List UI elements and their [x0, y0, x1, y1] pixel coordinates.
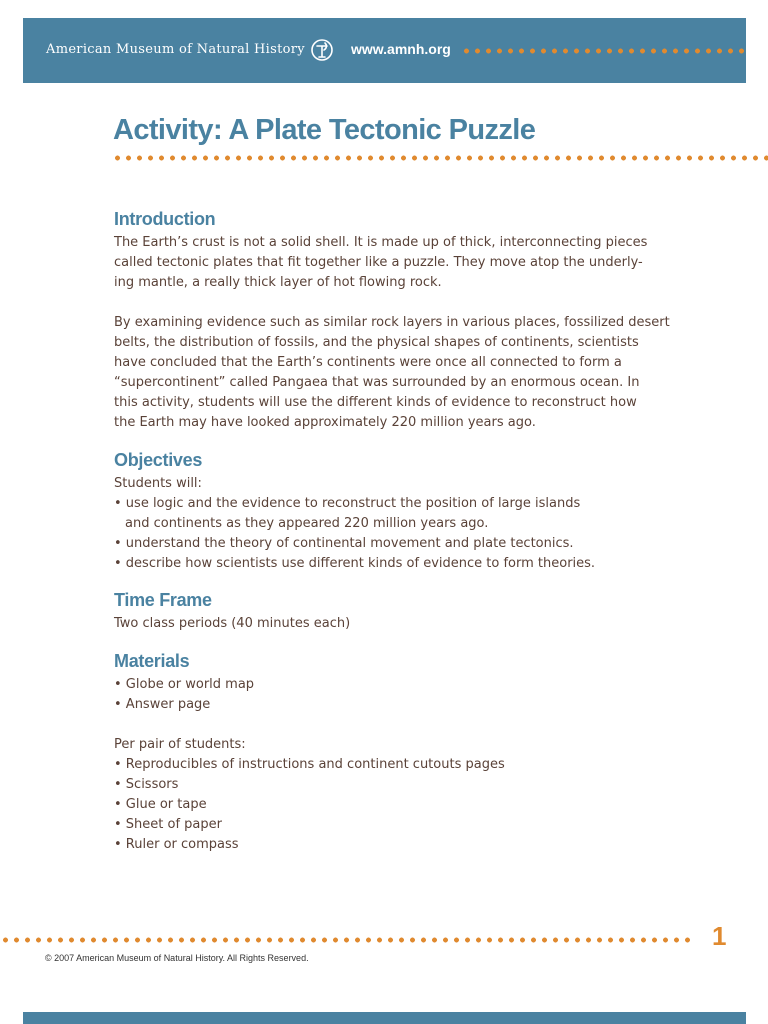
intro-line: The Earth’s crust is not a solid shell. It is made up of thick, interconnecting pieces	[114, 235, 648, 250]
objectives-line: • understand the theory of continental movement and plate tectonics.	[114, 536, 574, 551]
intro-line: this activity, students will use the different kinds of evidence to reconstruct how	[114, 395, 637, 410]
header-bar	[23, 18, 746, 83]
materials-item: • Answer page	[114, 697, 211, 712]
pair-item: • Scissors	[114, 777, 179, 792]
pair-item: • Sheet of paper	[114, 817, 222, 832]
pair-item: • Glue or tape	[114, 797, 207, 812]
website-link[interactable]: www.amnh.org	[351, 41, 451, 57]
intro-line: “supercontinent” called Pangaea that was surrounded by an enormous ocean. In	[114, 375, 640, 390]
title-dot-divider	[112, 155, 768, 161]
footer-bar	[23, 1012, 746, 1024]
intro-line: ing mantle, a really thick layer of hot flowing rock.	[114, 275, 442, 290]
introduction-heading: Introduction	[114, 209, 216, 229]
intro-line: called tectonic plates that fit together like a puzzle. They move atop the underly-	[114, 255, 643, 270]
amnh-logo-icon	[310, 38, 334, 62]
pair-item: • Reproducibles of instructions and continent cutouts pages	[114, 757, 505, 772]
intro-line: have concluded that the Earth’s continents were once all connected to form a	[114, 355, 622, 370]
copyright: © 2007 American Museum of Natural History. All Rights Reserved.	[45, 953, 309, 963]
footer-dot-divider	[0, 937, 690, 943]
page-title: Activity: A Plate Tectonic Puzzle	[113, 114, 536, 146]
intro-line: the Earth may have looked approximately 220 million years ago.	[114, 415, 536, 430]
intro-line: belts, the distribution of fossils, and the physical shapes of continents, scientists	[114, 335, 639, 350]
org-name: American Museum of Natural History	[46, 42, 305, 57]
intro-line: By examining evidence such as similar rock layers in various places, fossilized desert	[114, 315, 670, 330]
objectives-line: • use logic and the evidence to reconstruct the position of large islands	[114, 496, 581, 511]
pair-item: • Ruler or compass	[114, 837, 239, 852]
objectives-line: and continents as they appeared 220 million years ago.	[125, 516, 489, 531]
page-number: 1	[712, 921, 727, 951]
materials-item: • Globe or world map	[114, 677, 255, 692]
objectives-line: • describe how scientists use different kinds of evidence to form theories.	[114, 556, 596, 571]
header-dot-divider	[461, 48, 747, 54]
time-frame-heading: Time Frame	[114, 590, 212, 610]
materials-heading: Materials	[114, 651, 190, 671]
time-frame-text: Two class periods (40 minutes each)	[114, 616, 351, 631]
objectives-heading: Objectives	[114, 450, 203, 470]
objectives-line: Students will:	[114, 476, 202, 491]
pair-label: Per pair of students:	[114, 737, 246, 752]
